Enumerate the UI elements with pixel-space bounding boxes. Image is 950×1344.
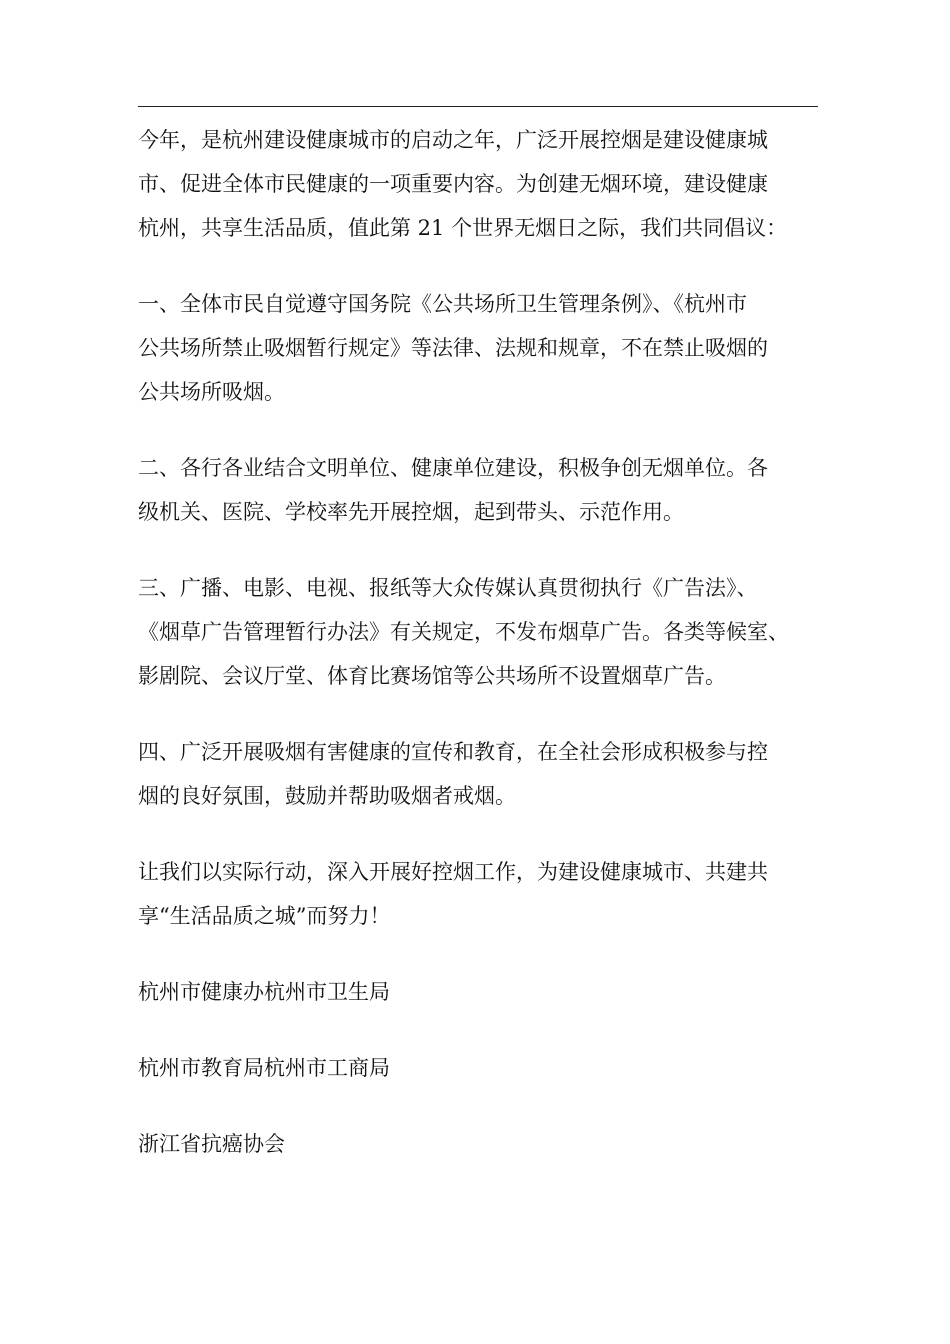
document-body: [138, 118, 822, 1198]
top-divider: [138, 106, 818, 107]
paragraph-item-2: [138, 446, 822, 534]
paragraph-line: 《烟草广告管理暂行办法》有关规定，不发布烟草广告。各类等候室、: [138, 620, 789, 644]
paragraph-line: 级机关、医院、学校率先开展控烟，起到带头、示范作用。: [138, 500, 684, 524]
paragraph-item-1: [138, 282, 822, 414]
paragraph-line: 四、广泛开展吸烟有害健康的宣传和教育，在全社会形成积极参与控: [138, 740, 768, 764]
paragraph-line: 今年，是杭州建设健康城市的启动之年，广泛开展控烟是建设健康城: [138, 128, 768, 152]
paragraph-line: 让我们以实际行动，深入开展好控烟工作，为建设健康城市、共建共: [138, 860, 768, 884]
signatory-line: 浙江省抗癌协会: [138, 1132, 285, 1156]
paragraph-line: 一、全体市民自觉遵守国务院《公共场所卫生管理条例》、《杭州市: [138, 292, 747, 316]
paragraph-line: 公共场所吸烟。: [138, 380, 285, 404]
paragraph-item-4: [138, 730, 822, 818]
paragraph-line: 影剧院、会议厅堂、体育比赛场馆等公共场所不设置烟草广告。: [138, 664, 726, 688]
signatory-line: 杭州市教育局杭州市工商局: [138, 1056, 390, 1080]
paragraph-item-3: [138, 566, 822, 698]
paragraph-line: 三、广播、电影、电视、报纸等大众传媒认真贯彻执行《广告法》、: [138, 576, 758, 600]
paragraph-line: 市、促进全体市民健康的一项重要内容。为创建无烟环境，建设健康: [138, 172, 768, 196]
paragraph-line: 烟的良好氛围，鼓励并帮助吸烟者戒烟。: [138, 784, 516, 808]
paragraph-line: 二、各行各业结合文明单位、健康单位建设，积极争创无烟单位。各: [138, 456, 768, 480]
paragraph-line: 杭州，共享生活品质，值此第 21 个世界无烟日之际，我们共同倡议：: [138, 216, 788, 240]
paragraph-line: 享“生活品质之城”而努力！: [138, 904, 391, 928]
paragraph-closing: [138, 850, 822, 938]
paragraph-line: 公共场所禁止吸烟暂行规定》等法律、法规和规章，不在禁止吸烟的: [138, 336, 768, 360]
paragraph-intro: [138, 118, 822, 250]
signatory-line: 杭州市健康办杭州市卫生局: [138, 980, 390, 1004]
